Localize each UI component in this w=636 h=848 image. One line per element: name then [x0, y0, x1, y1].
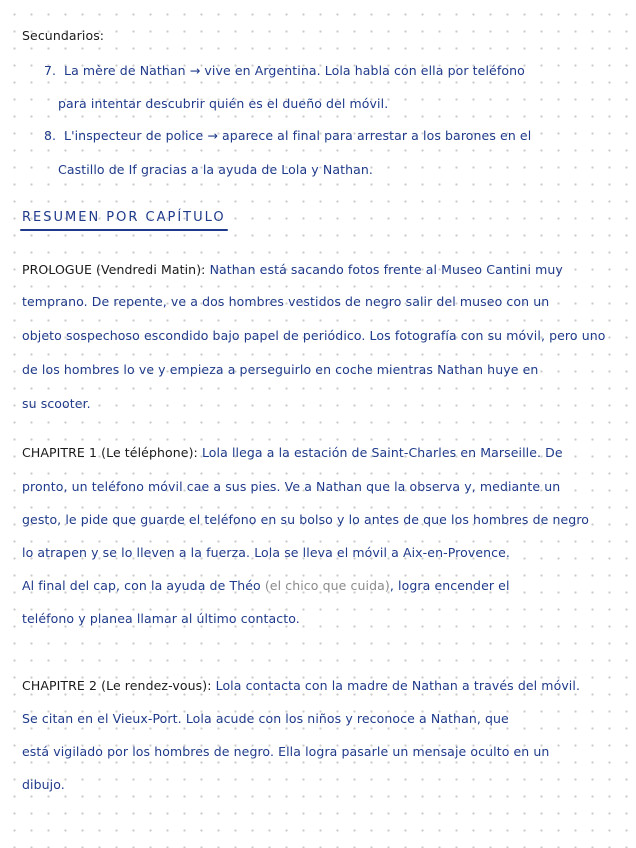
- chapter-1-line-1: Lola llega a la estación de Saint-Charles en Marseille. De: [201, 445, 563, 460]
- chapter-1-line-4: lo atrapen y se lo lleven a la fuerza. Lola se lleva el móvil a Aix-en-Provence.: [22, 545, 510, 560]
- chapter-1-line-3: gesto, le pide que guarde el teléfono en su bolso y lo antes de que los hombres de negro: [22, 512, 590, 527]
- prologue-title: PROLOGUE (Vendredi Matin):: [22, 262, 206, 277]
- chapter-2-line-4: dibujo.: [22, 777, 65, 792]
- item-8-line-2: Castillo de If gracias a la ayuda de Lola y Nathan.: [58, 162, 373, 177]
- item-7-line-1: La mère de Nathan → vive en Argentina. Lola habla con ella por teléfono: [64, 63, 525, 78]
- prologue-line-4: de los hombres lo ve y empieza a perseguirlo en coche mientras Nathan huye en: [22, 362, 539, 377]
- item-8-number: 8.: [44, 128, 57, 143]
- chapter-1-paragraph: [22, 445, 563, 460]
- chapter-1-line-5c: , logra encender el: [389, 578, 510, 593]
- chapter-1-title: CHAPITRE 1 (Le téléphone):: [22, 445, 198, 460]
- item-7-number: 7.: [44, 63, 57, 78]
- prologue-paragraph: [22, 262, 563, 277]
- item-7-line-2: para intentar descubrir quién es el dueño del móvil.: [58, 96, 389, 111]
- summary-heading-underline: [20, 229, 228, 231]
- summary-heading: RESUMEN POR CAPÍTULO: [22, 210, 226, 225]
- secondary-heading: Secundarios:: [22, 28, 105, 43]
- chapter-1-line-5a: Al final del cap, con la ayuda de Théo: [22, 578, 261, 593]
- prologue-line-3: objeto sospechoso escondido bajo papel de periódico. Los fotografía con su móvil, pero uno: [22, 328, 606, 343]
- chapter-2-line-3: está vigilado por los hombres de negro. Ella logra pasarle un mensaje oculto en un: [22, 744, 550, 759]
- chapter-2-line-2: Se citan en el Vieux-Port. Lola acude con los niños y reconoce a Nathan, que: [22, 711, 509, 726]
- prologue-line-2: temprano. De repente, ve a dos hombres vestidos de negro salir del museo con un: [22, 294, 550, 309]
- chapter-2-title: CHAPITRE 2 (Le rendez-vous):: [22, 678, 212, 693]
- prologue-line-5: su scooter.: [22, 396, 91, 411]
- prologue-line-1: Nathan está sacando fotos frente al Museo Cantini muy: [209, 262, 563, 277]
- item-8-line-1: L'inspecteur de police → aparece al final para arrestar a los barones en el: [64, 128, 532, 143]
- chapter-2-paragraph: [22, 678, 580, 693]
- chapter-1-line-5: [22, 578, 510, 593]
- chapter-1-line-2: pronto, un teléfono móvil cae a sus pies. Ve a Nathan que la observa y, mediante un: [22, 479, 561, 494]
- chapter-2-line-1: Lola contacta con la madre de Nathan a través del móvil.: [215, 678, 581, 693]
- chapter-1-line-6: teléfono y planea llamar al último contacto.: [22, 611, 300, 626]
- chapter-1-aside: (el chico que cuida): [264, 578, 390, 593]
